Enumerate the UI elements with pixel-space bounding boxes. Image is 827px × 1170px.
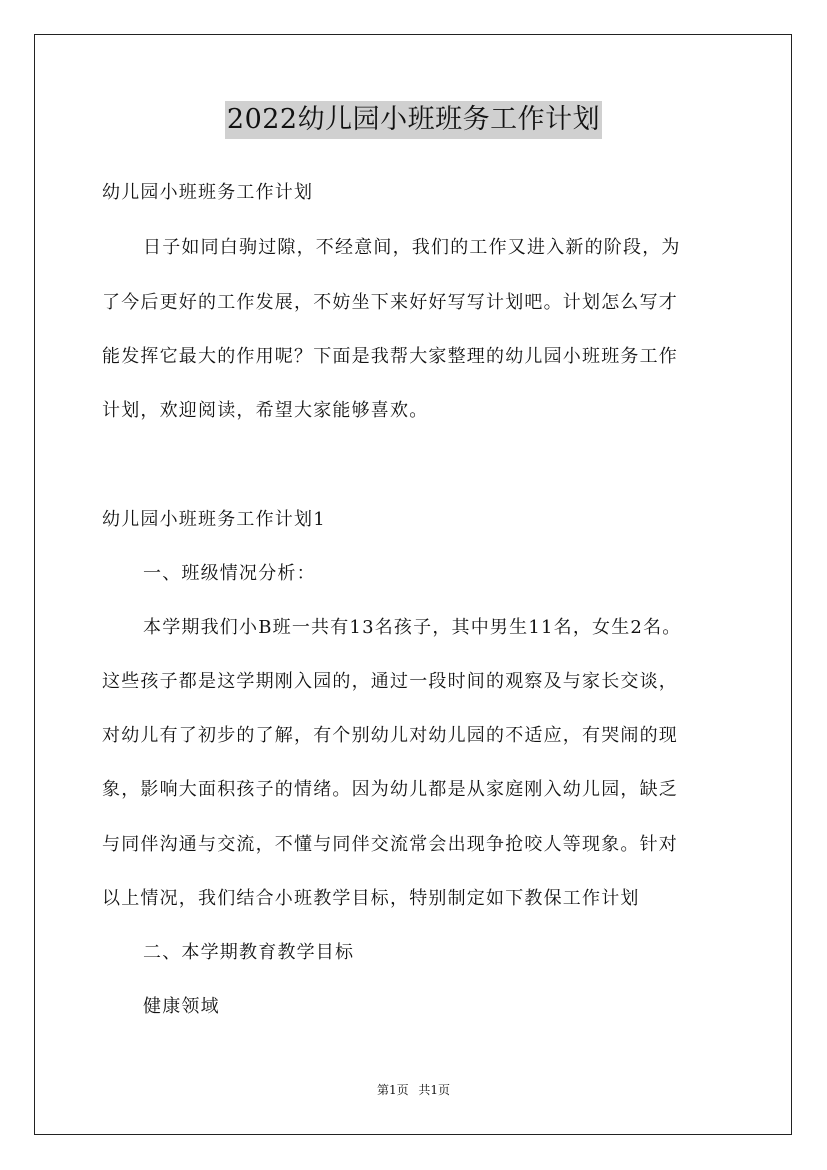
page-number: 第1页 bbox=[376, 1083, 409, 1097]
section1-heading: 一、班级情况分析： bbox=[143, 563, 316, 584]
plan1-heading: 幼儿园小班班务工作计划1 bbox=[102, 509, 326, 530]
page-footer bbox=[0, 1082, 827, 1098]
section1-line: 对幼儿有了初步的了解，有个别幼儿对幼儿园的不适应，有哭闹的现 bbox=[102, 725, 678, 746]
intro-line: 能发挥它最大的作用呢？下面是我帮大家整理的幼儿园小班班务工作 bbox=[102, 346, 678, 367]
document-title: 2022幼儿园小班班务工作计划 bbox=[225, 101, 602, 139]
title-container bbox=[0, 101, 827, 139]
intro-line: 了今后更好的工作发展，不妨坐下来好好写写计划吧。计划怎么写才 bbox=[102, 292, 678, 313]
intro-line: 计划，欢迎阅读，希望大家能够喜欢。 bbox=[102, 400, 429, 421]
section1-line: 象，影响大面积孩子的情绪。因为幼儿都是从家庭刚入幼儿园，缺乏 bbox=[102, 779, 678, 800]
section2-heading: 二、本学期教育教学目标 bbox=[143, 942, 355, 963]
health-heading: 健康领域 bbox=[143, 996, 220, 1017]
section1-line: 以上情况，我们结合小班教学目标，特别制定如下教保工作计划 bbox=[102, 888, 640, 909]
intro-line: 日子如同白驹过隙，不经意间，我们的工作又进入新的阶段，为 bbox=[143, 237, 681, 258]
section1-line: 这些孩子都是这学期刚入园的，通过一段时间的观察及与家长交谈， bbox=[102, 671, 678, 692]
subtitle: 幼儿园小班班务工作计划 bbox=[102, 182, 314, 203]
section1-line: 与同伴沟通与交流，不懂与同伴交流常会出现争抢咬人等现象。针对 bbox=[102, 834, 678, 855]
section1-line: 本学期我们小B班一共有13名孩子，其中男生11名，女生2名。 bbox=[143, 617, 682, 638]
page-total: 共1页 bbox=[418, 1083, 451, 1097]
